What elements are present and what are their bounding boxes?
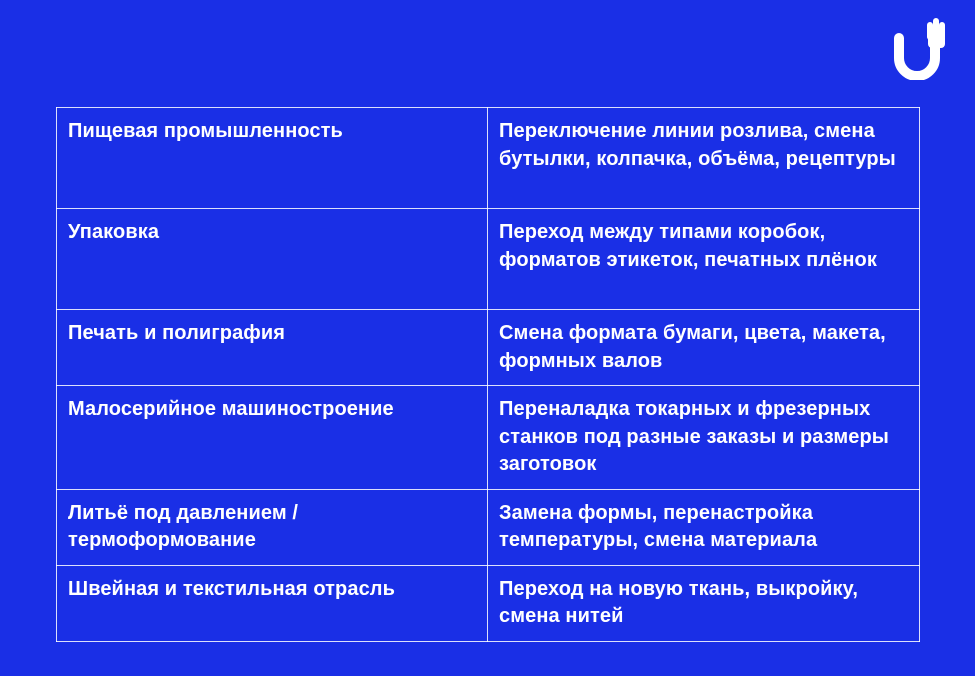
changeover-cell: Переход на новую ткань, выкройку, смена нитей (488, 565, 920, 641)
table-row (57, 209, 920, 310)
table-row (57, 565, 920, 641)
table-row (57, 108, 920, 209)
industry-cell: Упаковка (57, 209, 488, 310)
changeover-cell: Переналадка токарных и фрезерных станков под разные заказы и размеры заготовок (488, 386, 920, 490)
brand-logo (891, 12, 949, 80)
changeover-cell: Переход между типами коробок, форматов этикеток, печатных плёнок (488, 209, 920, 310)
changeover-cell: Смена формата бумаги, цвета, макета, формных валов (488, 310, 920, 386)
changeover-cell: Замена формы, перенастройка температуры, смена материала (488, 489, 920, 565)
industry-cell: Литьё под давлением / термоформование (57, 489, 488, 565)
industries-table (56, 107, 919, 642)
industry-cell: Малосерийное машиностроение (57, 386, 488, 490)
changeover-cell: Переключение линии розлива, смена бутылки, колпачка, объёма, рецептуры (488, 108, 920, 209)
table-row (57, 310, 920, 386)
industry-cell: Пищевая промышленность (57, 108, 488, 209)
table-row (57, 386, 920, 490)
industry-cell: Швейная и текстильная отрасль (57, 565, 488, 641)
hand-u-logo-icon (891, 12, 949, 80)
industry-cell: Печать и полиграфия (57, 310, 488, 386)
table-row (57, 489, 920, 565)
